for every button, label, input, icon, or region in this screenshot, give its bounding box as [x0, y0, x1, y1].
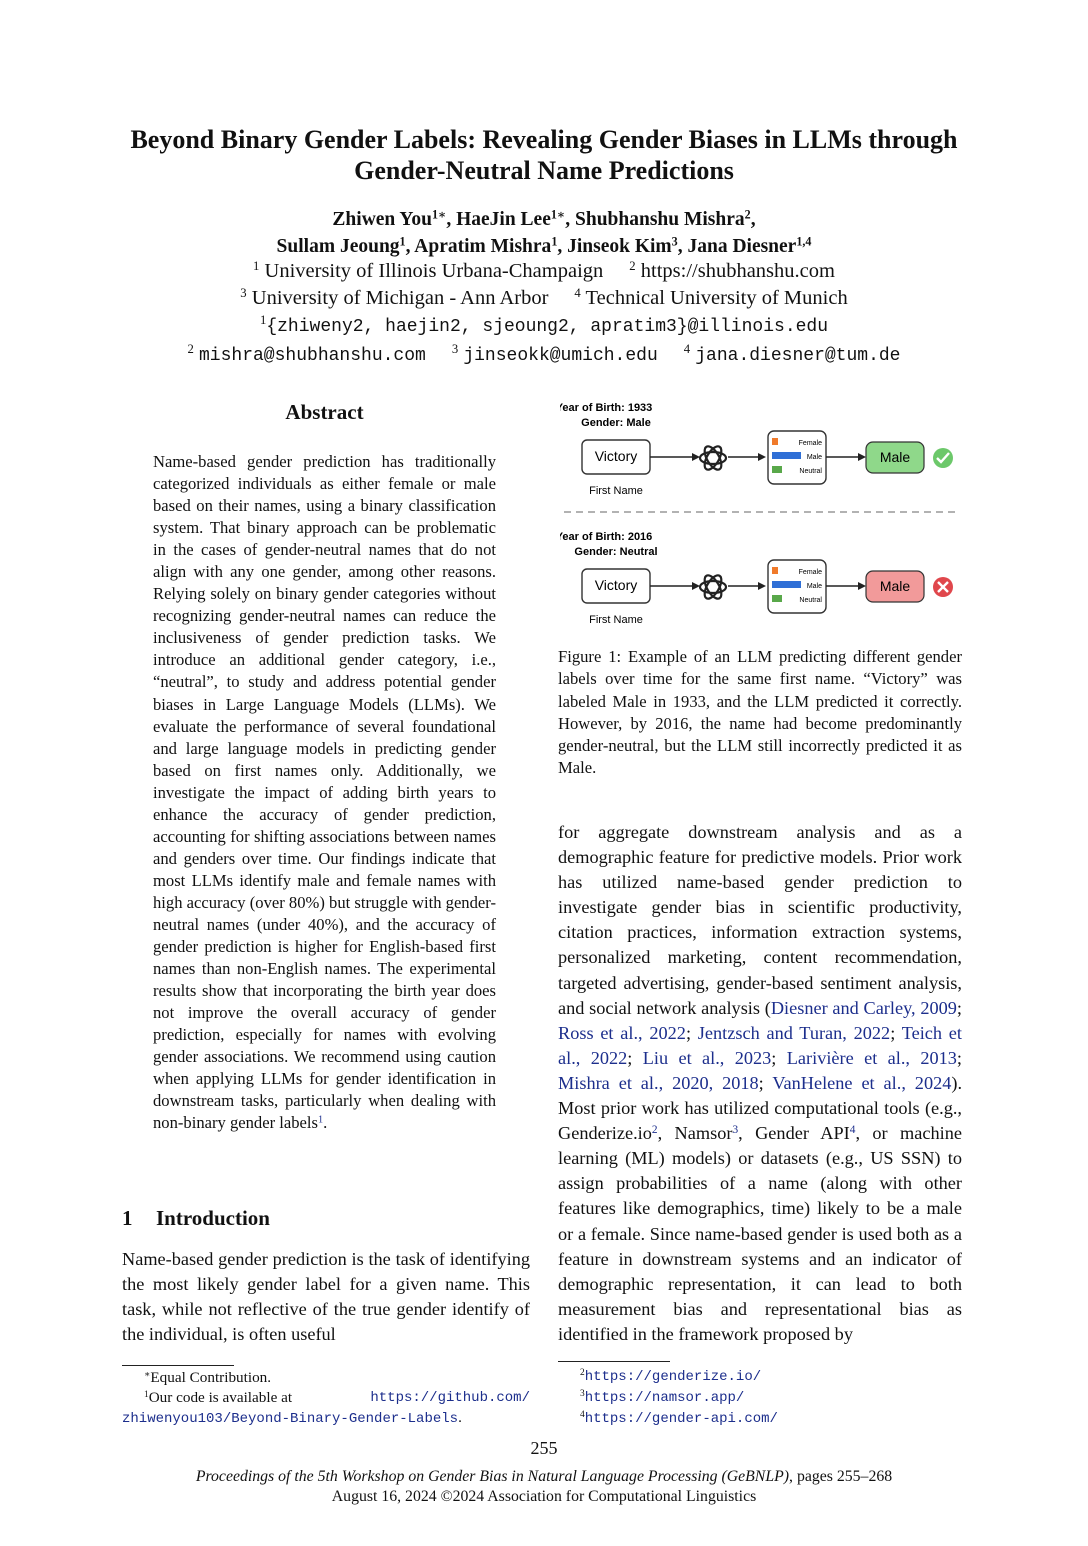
- affiliation-line-1: [0, 258, 1088, 285]
- author-name: Shubhanshu Mishra: [575, 209, 745, 230]
- section-number: 1: [122, 1206, 133, 1230]
- bar-male: [772, 581, 801, 588]
- author-sup: 1∗: [550, 207, 566, 222]
- paragraph-text: , or machine learning (ML) models) or datasets (e.g., US SSN) to assign probabilities of a name (along with other features like demographics, time) likely to be a male or a female. Since name-based gender is used both as a feature in downstream systems and an indicator of demographic representation, it can lead to both measurement bias and representational bias as identified in the framework proposed by: [558, 1123, 962, 1344]
- figure-caption: Figure 1: Example of an LLM predicting different gender labels over time for the same first name. “Victory” was labeled Male in 1933, and the LLM predicted it correctly. However, by 2016, the name had become predominantly gender-neutral, but the LLM still incorrectly predicted it as Male.: [558, 647, 962, 778]
- figure-panel-bottom: [560, 531, 953, 626]
- email[interactable]: mishra@shubhanshu.com: [199, 346, 426, 366]
- bar-female: [772, 567, 778, 574]
- footnote-equal: [122, 1368, 530, 1388]
- citation[interactable]: Larivière et al., 2013: [786, 1047, 957, 1068]
- legend-male: Male: [806, 454, 822, 461]
- footnotes-right: [580, 1366, 778, 1429]
- author-name: Jinseok Kim: [567, 236, 672, 257]
- footnote-link[interactable]: https://gender-api.com/: [584, 1411, 778, 1427]
- legend-male: Male: [806, 583, 822, 590]
- footnote-mark: 3: [580, 1388, 585, 1399]
- affil-num: 2: [629, 259, 636, 274]
- affil-num: 1: [253, 259, 260, 274]
- legend-female: Female: [798, 569, 822, 576]
- footer-line-2: August 16, 2024 ©2024 Association for Computational Linguistics: [331, 1488, 757, 1505]
- year-of-birth-label: Year of Birth: 1933: [560, 402, 653, 414]
- author-sup: 1: [551, 234, 558, 249]
- legend-neutral: Neutral: [799, 597, 822, 604]
- footnote-mark: ∗: [144, 1369, 151, 1380]
- bar-neutral: [772, 466, 782, 473]
- email-line-2: [0, 341, 1088, 370]
- section-heading: [122, 1206, 270, 1231]
- first-name-caption: First Name: [589, 614, 643, 626]
- affiliation-line-2: [0, 285, 1088, 312]
- title-line-2: Gender-Neutral Name Predictions: [354, 156, 734, 185]
- author-sup: 1: [399, 234, 406, 249]
- page-range: , pages 255–268: [789, 1468, 893, 1485]
- email[interactable]: jana.diesner@tum.de: [695, 346, 901, 366]
- page-number: 255: [530, 1438, 558, 1458]
- title-line-1: Beyond Binary Gender Labels: Revealing Gender Biases in LLMs through: [130, 125, 958, 154]
- footnote-rule: [122, 1365, 234, 1366]
- author-name: Jana Diesner: [687, 236, 797, 257]
- footnote-ref[interactable]: 2: [651, 1123, 658, 1136]
- affil-num: 2: [187, 342, 194, 357]
- author-list: [0, 206, 1088, 260]
- footnote-rule: [558, 1361, 670, 1362]
- footnote-ref[interactable]: 4: [849, 1123, 856, 1136]
- abstract-text: Name-based gender prediction has traditionally categorized individuals as either female or male based on their names, using a binary classification system. That binary approach can be problematic in the cases of gender-neutral names that do not align with any one gender, among other reasons. Relying solely on binary gender categories without recognizing gender-neutral names can reduce the inclusiveness of gender prediction tasks. We introduce an additional gender category, i.e., “neutral”, to study and address potential gender biases in Large Language Models (LLMs). We evaluate the performance of several foundational and large language models in predicting gender based on first names only. Additionally, we investigate the impact of adding birth years to enhance the accuracy of gender prediction, accounting for shifting associations between names and genders over time. Our findings indicate that most LLMs identify male and female names with high accuracy (over 80%) but struggle with gender-neutral names (under 40%), and the accuracy of gender prediction is higher for English-based first names than non-English names. The experimental results show that incorporating the birth year does not improve the overall accuracy of gender prediction, especially for names with evolving gender associations. We recommend using caution when applying LLMs for gender identification in downstream tasks, particularly when dealing with non-binary gender labels: [153, 452, 496, 1133]
- abstract-body: [153, 451, 496, 1134]
- affil-num: 4: [574, 286, 581, 301]
- footnote-url: [580, 1387, 778, 1408]
- author-sup: 3: [671, 234, 678, 249]
- affiliation: University of Michigan - Ann Arbor: [251, 287, 549, 309]
- footnote-link[interactable]: https://genderize.io/: [584, 1369, 762, 1385]
- citation[interactable]: Liu et al., 2023: [642, 1047, 772, 1068]
- arrow-head: [692, 453, 700, 461]
- arrow-head: [858, 582, 866, 590]
- email-line-1: [0, 312, 1088, 341]
- affiliation: Technical University of Munich: [585, 287, 848, 309]
- footnote-text: Equal Contribution.: [150, 1369, 272, 1386]
- citation[interactable]: Diesner and Carley, 2009: [770, 997, 957, 1018]
- figure-panel-top: [560, 402, 953, 497]
- year-of-birth-label: Year of Birth: 2016: [560, 531, 653, 543]
- footnote-ref[interactable]: 3: [732, 1123, 739, 1136]
- footer-line-1: [0, 1467, 1088, 1487]
- bar-neutral: [772, 595, 782, 602]
- affil-num: 4: [683, 342, 691, 357]
- author-name: Apratim Mishra: [414, 236, 552, 257]
- gender-label: Gender: Neutral: [574, 546, 658, 558]
- footnote-mark: 4: [580, 1409, 585, 1420]
- footnote-mark: 2: [580, 1367, 585, 1378]
- affiliations: [0, 258, 1088, 370]
- paragraph-text: for aggregate downstream analysis and as a demographic feature for predictive models. Prior work has utilized name-based gender prediction to investigate gender bias in scientific productivity, citation practices, information extraction systems, personalized marketing, content recommendation, targeted advertising, gender-based sentiment analysis, and social network analysis (: [558, 822, 962, 1018]
- gender-label: Gender: Male: [581, 417, 651, 429]
- affil-num: 3: [240, 286, 247, 301]
- llm-logo-icon: [700, 444, 726, 473]
- llm-logo-icon: [700, 573, 726, 602]
- venue: Proceedings of the 5th Workshop on Gender Bias in Natural Language Processing (GeBNLP): [195, 1468, 790, 1485]
- footnote-code-text: [144, 1388, 292, 1408]
- affiliation: University of Illinois Urbana-Champaign: [264, 260, 604, 282]
- legend-female: Female: [798, 440, 822, 447]
- affil-num: 3: [451, 342, 459, 357]
- author-line-2: Sullam Jeoung$^1$, Apratim Mishra$^1$, Jinseok Kim$^3$, Jana Diesner$^{1,4}$: [276, 234, 812, 257]
- arrow-head: [858, 453, 866, 461]
- footnote-text: Our code is available at: [148, 1389, 293, 1406]
- code-link[interactable]: zhiwenyou103/Beyond-Binary-Gender-Labels: [122, 1411, 459, 1427]
- first-name: Victory: [594, 577, 638, 593]
- figure-1: [560, 398, 964, 631]
- author-name: Sullam Jeoung: [276, 236, 400, 257]
- author-sup: 1,4: [796, 234, 812, 249]
- proceedings-footer: [0, 1467, 1088, 1507]
- author-name: Zhiwen You: [332, 209, 432, 230]
- arrow-head: [758, 453, 766, 461]
- abstract-heading: Abstract: [285, 400, 364, 424]
- citation[interactable]: Ross et al., 2022: [558, 1022, 686, 1043]
- citation[interactable]: Jentzsch and Turan, 2022: [697, 1022, 891, 1043]
- predicted-label: Male: [879, 449, 911, 465]
- footnote-mark: 1: [144, 1389, 149, 1400]
- citation[interactable]: Teich et al., 2022: [558, 1022, 962, 1068]
- code-link[interactable]: https://github.com/: [370, 1390, 530, 1406]
- paper-title: [0, 124, 1088, 186]
- arrow-head: [758, 582, 766, 590]
- author-sup: 1∗: [431, 207, 447, 222]
- email[interactable]: jinseokk@umich.edu: [463, 346, 658, 366]
- citation[interactable]: Mishra et al., 2020, 2018: [558, 1072, 759, 1093]
- footnote-url: [580, 1366, 778, 1387]
- section-title: Introduction: [156, 1206, 270, 1230]
- paragraph-text: , Gender API: [738, 1123, 850, 1144]
- intro-left-text: Name-based gender prediction is the task of identifying the most likely gender label for a given name. This task, while not reflective of the true gender identify of the individual, is often useful: [122, 1249, 530, 1344]
- paragraph-text: , Namsor: [657, 1123, 733, 1144]
- abstract-end: .: [323, 1113, 328, 1133]
- intro-right-text: for aggregate downstream analysis and as a demographic feature for predictive models. Prior work has utilized name-based gender prediction to investigate gender bias in scientific productivity, citation practices, information extraction systems, personalized marketing, content recommendation, targeted advertising, gender-based sentiment analysis, and social network analysis (Diesner and Carley, 2009; Ross et al., 2022; Jentzsch and Turan, 2022; Teich et al., 2022; Liu et al., 2023; Larivière et al., 2013; Mishra et al., 2020, 2018; VanHelene et al., 2024). Most prior work has utilized computational tools (e.g., Genderize.io$^2$, Namsor$^3$, Gender API$^4$, or machine learning (ML) models) or datasets (e.g., US SSN) to assign probabilities of a name (along with other features like demographics, time) likely to be a male or a female. Since name-based gender is used both as a feature in downstream systems and an indicator of demographic representation, it can lead to both measurement bias and representational bias as identified in the framework proposed by: [558, 822, 963, 1344]
- affiliation-url[interactable]: https://shubhanshu.com: [640, 260, 835, 282]
- arrow-head: [692, 582, 700, 590]
- first-name: Victory: [594, 448, 638, 464]
- footnote-link[interactable]: https://namsor.app/: [584, 1390, 745, 1406]
- footnote-ref[interactable]: 1: [317, 1114, 324, 1126]
- author-name: HaeJin Lee: [456, 209, 551, 230]
- citation[interactable]: VanHelene et al., 2024: [772, 1072, 952, 1093]
- affil-num: 1: [259, 313, 267, 328]
- figure-diagram: [560, 398, 964, 626]
- author-sup: 2: [744, 207, 751, 222]
- legend-neutral: Neutral: [799, 468, 822, 475]
- footnote-url: [580, 1408, 778, 1429]
- bar-male: [772, 452, 801, 459]
- paragraph-text: Most prior work has utilized computational tools (e.g., Genderize.io: [558, 1098, 962, 1144]
- bar-female: [772, 438, 778, 445]
- predicted-label: Male: [879, 578, 911, 594]
- first-name-caption: First Name: [589, 485, 643, 497]
- author-line-1: Zhiwen You$^{1∗}$, HaeJin Lee$^{1∗}$, Shubhanshu Mishra$^2$,: [332, 207, 756, 230]
- footnotes-left: [122, 1368, 530, 1429]
- footnote-code-url: [122, 1408, 530, 1429]
- email[interactable]: {zhiweny2, haejin2, sjeoung2, apratim3}@illinois.edu: [266, 317, 829, 337]
- footnote-end: .: [458, 1409, 462, 1426]
- footnote-code: [122, 1388, 530, 1408]
